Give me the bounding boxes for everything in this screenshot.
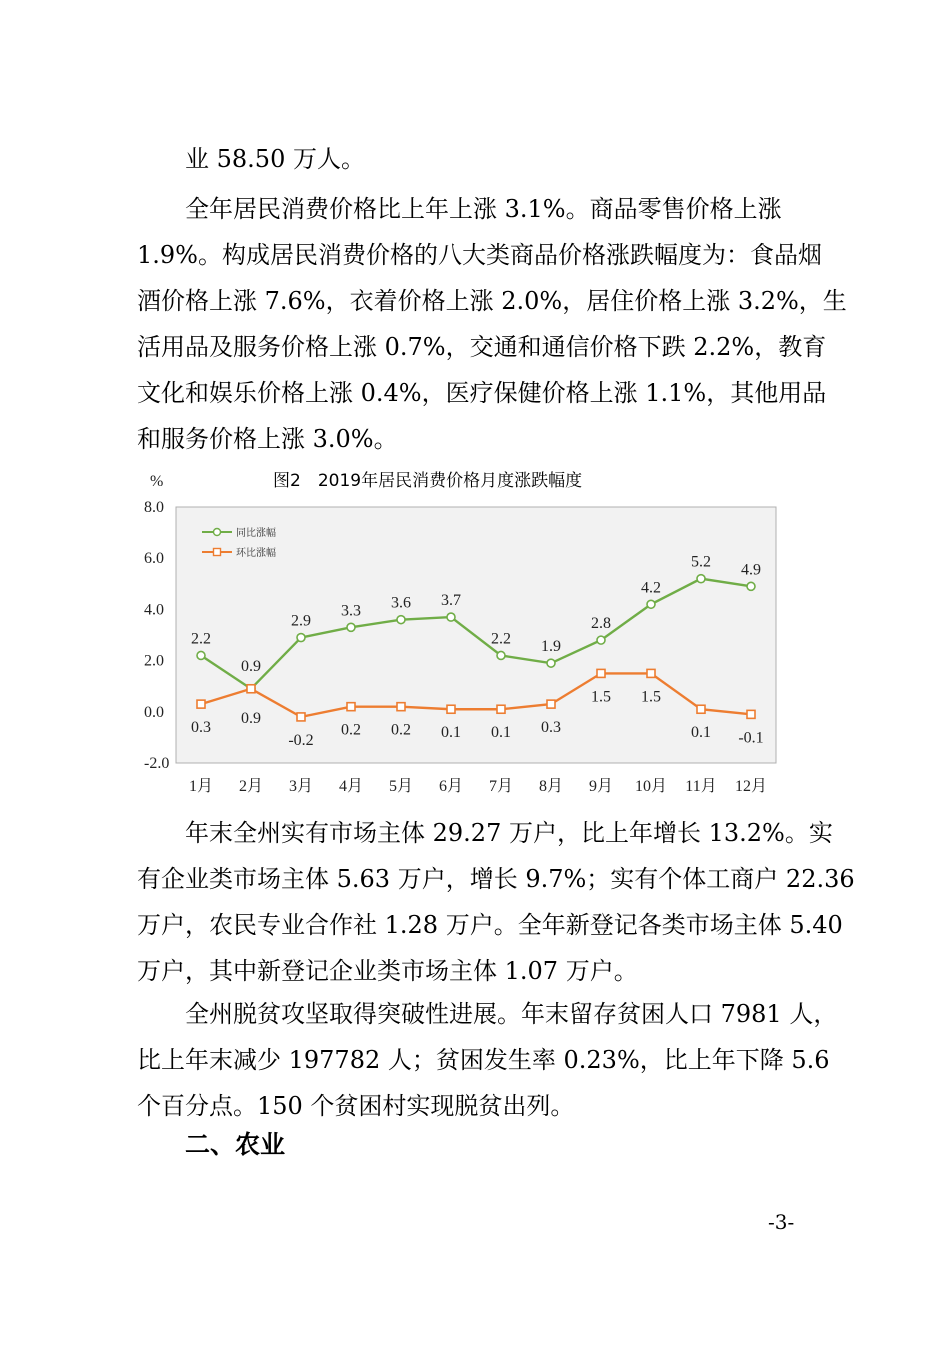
data-label: 0.9	[241, 709, 261, 727]
y-tick-label: 8.0	[144, 499, 164, 516]
text-line: 有企业类市场主体 5.63 万户，增长 9.7%；实有个体工商户 22.36	[137, 865, 855, 893]
legend-label: 同比涨幅	[236, 528, 276, 539]
data-point	[197, 651, 205, 659]
data-point	[747, 582, 755, 590]
data-label: 0.2	[391, 721, 411, 739]
data-label: 0.1	[441, 724, 461, 742]
chart-ylabel: %	[150, 473, 164, 490]
text-line: 比上年末减少 197782 人；贫困发生率 0.23%，比上年下降 5.6	[137, 1046, 830, 1074]
text-line: 个百分点。150 个贫困村实现脱贫出列。	[137, 1092, 575, 1120]
data-label: 1.9	[541, 638, 561, 656]
data-point	[447, 613, 455, 621]
data-point	[697, 705, 705, 713]
data-label: 2.2	[491, 630, 511, 648]
x-tick-label: 6月	[438, 778, 464, 795]
x-tick-label: 12月	[734, 778, 768, 795]
data-point	[247, 685, 255, 693]
data-point	[647, 669, 655, 677]
x-tick-label: 4月	[338, 778, 364, 795]
section-heading-agriculture: 二、农业	[185, 1130, 286, 1159]
legend-marker	[214, 529, 221, 536]
x-tick-label: 11月	[685, 778, 717, 795]
x-tick-label: 10月	[634, 778, 668, 795]
data-label: 0.1	[691, 724, 711, 742]
paragraph-employment-end	[137, 136, 865, 182]
data-label: 2.9	[291, 612, 311, 630]
data-label: 3.7	[441, 592, 461, 610]
paragraph-consumer-prices	[137, 186, 865, 462]
legend-label: 环比涨幅	[236, 548, 276, 559]
data-point	[497, 705, 505, 713]
y-tick-label: 2.0	[144, 652, 164, 670]
data-point	[297, 713, 305, 721]
text-line: 文化和娱乐价格上涨 0.4%，医疗保健价格上涨 1.1%，其他用品	[137, 379, 827, 407]
data-point	[497, 651, 505, 659]
y-tick-label: 0.0	[144, 703, 164, 721]
text-line: 全年居民消费价格比上年上涨 3.1%。商品零售价格上涨	[185, 195, 782, 223]
paragraph-market-entities	[137, 810, 865, 994]
x-tick-label: 8月	[538, 778, 564, 795]
data-point	[597, 669, 605, 677]
data-point	[347, 623, 355, 631]
x-tick-label: 9月	[588, 778, 614, 795]
data-label: 4.9	[741, 561, 761, 579]
data-point	[597, 636, 605, 644]
data-label: 0.3	[191, 719, 211, 737]
text-line: 万户，其中新登记企业类市场主体 1.07 万户。	[137, 957, 638, 985]
data-label: -0.1	[738, 729, 764, 747]
x-tick-label: 1月	[188, 778, 214, 795]
text-line: 全州脱贫攻坚取得突破性进展。年末留存贫困人口 7981 人，	[185, 1000, 838, 1028]
text-line: 年末全州实有市场主体 29.27 万户，比上年增长 13.2%。实	[185, 819, 833, 847]
data-point	[397, 616, 405, 624]
chart-title: 图2 2019年居民消费价格月度涨跌幅度	[273, 471, 583, 491]
y-tick-label: 4.0	[144, 601, 164, 619]
data-point	[547, 659, 555, 667]
data-label: 0.3	[541, 719, 561, 737]
data-point	[297, 634, 305, 642]
data-point	[397, 703, 405, 711]
text-line: 和服务价格上涨 3.0%。	[137, 425, 398, 453]
data-point	[347, 703, 355, 711]
text-line: 活用品及服务价格上涨 0.7%，交通和通信价格下跌 2.2%，教育	[137, 333, 827, 361]
data-label: 3.3	[341, 602, 361, 620]
text-line: 业 58.50 万人。	[185, 145, 365, 173]
data-label: 5.2	[691, 553, 711, 571]
data-point	[647, 600, 655, 608]
data-label: 1.5	[591, 688, 611, 706]
data-label: 0.9	[241, 657, 261, 675]
data-label: -0.2	[288, 731, 314, 749]
cpi-monthly-chart	[130, 462, 790, 807]
data-point	[697, 575, 705, 583]
data-label: 2.2	[191, 630, 211, 648]
data-label: 3.6	[391, 594, 411, 612]
page-number: -3-	[768, 1210, 795, 1234]
data-label: 2.8	[591, 615, 611, 633]
paragraph-poverty-alleviation	[137, 991, 865, 1129]
x-tick-label: 3月	[288, 778, 314, 795]
text-line: 1.9%。构成居民消费价格的八大类商品价格涨跌幅度为：食品烟	[137, 241, 822, 269]
x-tick-label: 5月	[388, 778, 414, 795]
y-tick-label: -2.0	[144, 755, 170, 772]
data-label: 1.5	[641, 688, 661, 706]
y-tick-label: 6.0	[144, 550, 164, 568]
data-label: 4.2	[641, 579, 661, 597]
data-point	[197, 700, 205, 708]
legend-marker	[214, 549, 221, 556]
data-point	[747, 710, 755, 718]
data-point	[547, 700, 555, 708]
x-tick-label: 7月	[488, 778, 514, 795]
x-tick-label: 2月	[238, 778, 264, 795]
data-label: 0.2	[341, 721, 361, 739]
data-label: 0.1	[491, 724, 511, 742]
text-line: 酒价格上涨 7.6%，衣着价格上涨 2.0%，居住价格上涨 3.2%，生	[137, 287, 847, 315]
text-line: 万户，农民专业合作社 1.28 万户。全年新登记各类市场主体 5.40	[137, 911, 843, 939]
data-point	[447, 705, 455, 713]
